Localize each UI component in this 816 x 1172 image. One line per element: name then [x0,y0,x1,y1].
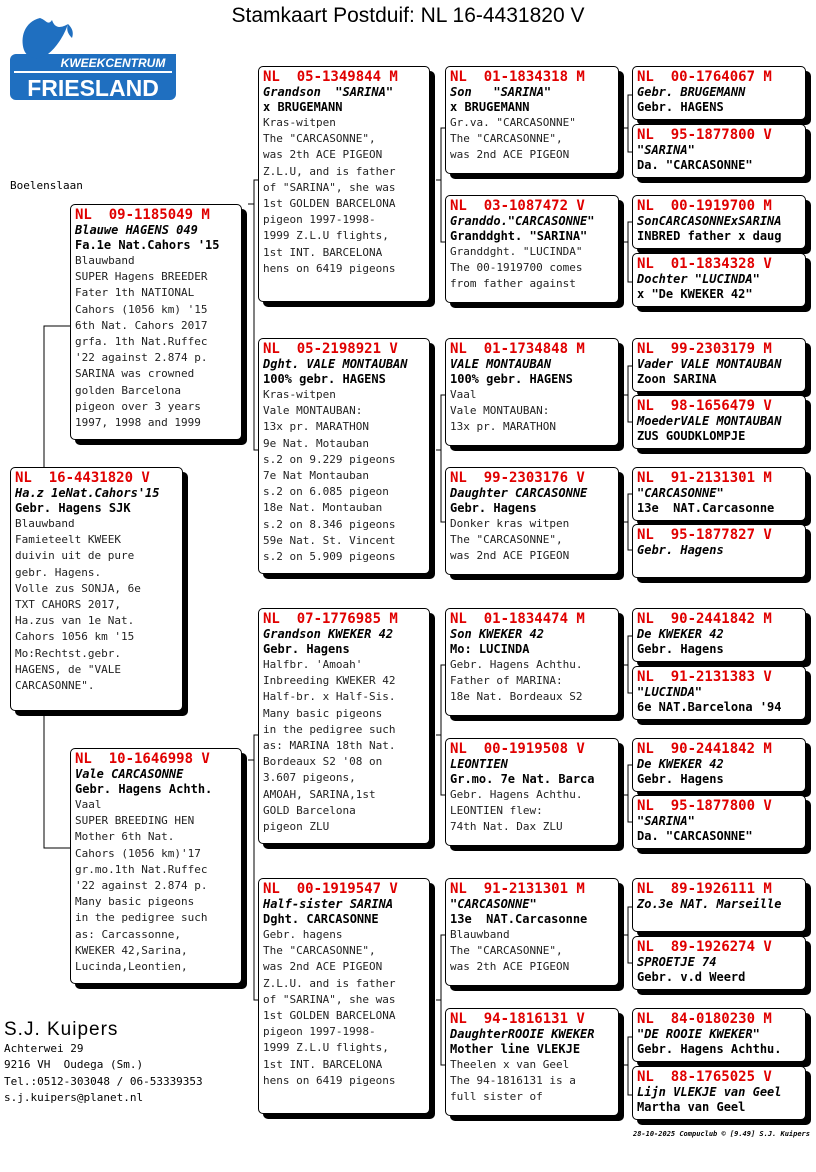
info-line: Mo:Rechtst.gebr. [15,646,121,660]
info-line: Blauwband [75,254,135,267]
info-line: '22 against 2.874 p. [75,879,208,893]
info-line: TXT CAHORS 2017, [15,598,121,612]
info-line: 6th Nat. Cahors 2017 [75,318,208,332]
info-line: 1st GOLDEN BARCELONA [263,197,396,211]
pigeon-card-gen5[interactable] [632,66,806,120]
info-line: 1st INT. BARCELONA [263,1057,383,1071]
info-line: Granddght. "LUCINDA" [450,245,583,258]
info-line: pigeon ZLU [263,820,330,834]
pigeon-name: "CARCASONNE" [450,897,537,911]
info-line: AMOAH, SARINA,1st [263,787,376,801]
info-line: 1997, 1998 and 1999 [75,416,201,430]
ring-number: NL 09-1185049 M [75,207,210,223]
info-line: Vale MONTAUBAN: [263,404,363,418]
pigeon-name: LEONTIEN [450,757,508,771]
pigeon-name: Granddo."CARCASONNE" [450,214,595,228]
pigeon-name: Grandson "SARINA" [263,85,394,99]
pigeon-owner: Gebr. Hagens [263,642,350,656]
pigeon-name: De KWEKER 42 [637,627,724,641]
info-line: The 94-1816131 is a [450,1074,576,1088]
info-line: The "CARCASONNE", [450,533,563,547]
pigeon-card-gen4[interactable] [445,66,619,174]
pigeon-owner: Gebr. Hagens [450,501,537,515]
info-line: Cahors (1056 km) '15 [75,302,208,316]
pigeon-name: Lijn VLEKJE van Geel [637,1085,782,1099]
pigeon-owner: x BRUGEMANN [263,100,343,114]
info-line: CARCASONNE". [15,679,95,693]
info-line: 59e Nat. St. Vincent [263,533,396,547]
info-line: The "CARCASONNE", [263,944,376,958]
pigeon-card-gen5[interactable] [632,195,806,249]
info-line: as: MARINA 18th Nat. [263,739,396,753]
pigeon-card-gen5[interactable] [632,738,806,792]
info-line: golden Barcelona [75,383,181,397]
pigeon-name: SPROETJE 74 [637,955,717,969]
pigeon-name: Dochter "LUCINDA" [637,272,760,286]
pigeon-card-gen4[interactable] [445,738,619,846]
info-line: Father of MARINA: [450,674,563,688]
info-line: 7e Nat Montauban [263,469,369,483]
info-line: hens on 6419 pigeons [263,1073,396,1087]
pigeon-name: "LUCINDA" [637,685,703,699]
pigeon-owner: Gebr. Hagens [637,642,724,656]
info-line: grfa. 1th Nat.Ruffec [75,335,208,349]
info-line: pigeon 1997-1998- [263,1025,376,1039]
pigeon-owner: Mother line VLEKJE [450,1042,581,1056]
pigeon-name: "CARCASONNE" [637,486,724,500]
info-line: gebr. Hagens. [15,565,102,579]
ring-number: NL 10-1646998 V [75,751,210,767]
owner-city: 9216 VH Oudega (Sm.) [4,1058,144,1072]
ring-number: NL 00-1919700 M [637,198,772,214]
pigeon-owner: Mo: LUCINDA [450,642,530,656]
info-line: The "CARCASONNE", [263,132,376,146]
pigeon-card-gen5[interactable] [632,395,806,449]
pigeon-name: Son "SARINA" [450,85,552,99]
info-line: GOLD Barcelona [263,803,356,817]
ring-number: NL 84-0180230 M [637,1011,772,1027]
info-line: Kras-witpen [263,116,336,129]
pigeon-owner: Gebr. Hagens [637,772,724,786]
pigeon-name: DaughterROOIE KWEKER [450,1027,595,1041]
info-line: Kras-witpen [263,388,336,401]
pigeon-card-gen5[interactable] [632,524,806,578]
owner-name: S.J. Kuipers [4,1019,119,1040]
pigeon-name: De KWEKER 42 [637,757,724,771]
ring-number: NL 98-1656479 V [637,398,772,414]
info-line: Cahors (1056 km)'17 [75,846,201,860]
pigeon-owner: Gebr. Hagens Achth. [75,782,213,796]
info-line: s.2 on 6.085 pigeon [263,485,389,499]
info-line: 1st INT. BARCELONA [263,245,383,259]
ring-number: NL 05-1349844 M [263,69,398,85]
pigeon-card-gen5[interactable] [632,1066,806,1120]
pigeon-card-gen5[interactable] [632,878,806,932]
info-line: 3.607 pigeons, [263,771,356,785]
info-line: gr.mo.1th Nat.Ruffec [75,862,208,876]
info-line: as: Carcassonne, [75,927,181,941]
pigeon-name: Ha.z 1eNat.Cahors'15 [15,486,160,500]
ring-number: NL 90-2441842 M [637,611,772,627]
info-line: of "SARINA", she was [263,992,396,1006]
info-line: 1999 Z.L.U flights, [263,1041,389,1055]
ring-number: NL 00-1764067 M [637,69,772,85]
pigeon-owner: Martha van Geel [637,1100,746,1114]
info-line: hens on 6419 pigeons [263,261,396,275]
info-line: Blauwband [450,928,510,941]
pigeon-name: Vader VALE MONTAUBAN [637,357,782,371]
pigeon-card-gen5[interactable] [632,467,806,521]
pigeon-owner: 13e NAT.Carcasonne [637,501,775,515]
info-line: s.2 on 5.909 pigeons [263,550,396,564]
info-line: Gebr. hagens [263,928,343,941]
pigeon-owner: x "De KWEKER 42" [637,287,753,301]
info-line: Theelen x van Geel [450,1058,570,1071]
logo-top-text: KWEEKCENTRUM [60,56,166,70]
info-line: Blauwband [15,517,75,530]
pigeon-card-gen3[interactable] [258,66,430,302]
info-line: 18e Nat. Bordeaux S2 [450,690,583,704]
info-line: s.2 on 8.346 pigeons [263,517,396,531]
pigeon-name: Gebr. Hagens [637,543,724,557]
pigeon-card-gen4[interactable] [445,338,619,446]
pigeon-name: Grandson KWEKER 42 [263,627,394,641]
info-line: Ha.zus van 1e Nat. [15,614,135,628]
pigeon-name: Zo.3e NAT. Marseille [637,897,782,911]
info-line: Z.L.U. and is father [263,976,396,990]
pigeon-owner: Gebr. Hagens SJK [15,501,131,515]
info-line: in the pedigree such [75,911,208,925]
pigeon-name: Blauwe HAGENS 049 [75,223,198,237]
pigeon-card-gen4[interactable] [445,195,619,303]
pigeon-name: "SARINA" [637,814,695,828]
ring-number: NL 99-2303179 M [637,341,772,357]
ring-number: NL 95-1877800 V [637,127,772,143]
ring-number: NL 05-2198921 V [263,341,398,357]
ring-number: NL 01-1834474 M [450,611,585,627]
info-line: was 2nd ACE PIGEON [450,148,570,162]
pigeon-name: MoederVALE MONTAUBAN [637,414,782,428]
info-line: was 2nd ACE PIGEON [263,960,383,974]
ring-number: NL 01-1834318 M [450,69,585,85]
info-line: The 00-1919700 comes [450,261,583,275]
pigeon-name: SonCARCASONNExSARINA [637,214,782,228]
owner-email: s.j.kuipers@planet.nl [4,1091,144,1105]
page-title: Stamkaart Postduif: NL 16-4431820 V [231,4,585,27]
pigeon-owner: ZUS GOUDKLOMPJE [637,429,746,443]
info-line: pigeon 1997-1998- [263,213,376,227]
info-line: s.2 on 9.229 pigeons [263,452,396,466]
info-line: 13x pr. MARATHON [450,420,556,434]
pigeon-card-gen5[interactable] [632,666,806,720]
ring-number: NL 01-1734848 M [450,341,585,357]
info-line: pigeon over 3 years [75,399,201,413]
info-line: Halfbr. 'Amoah' [263,658,363,671]
info-line: from father against [450,277,576,291]
info-line: 1999 Z.L.U flights, [263,229,389,243]
pigeon-card-gen5[interactable] [632,936,806,990]
ring-number: NL 91-2131301 M [637,470,772,486]
info-line: Vale MONTAUBAN: [450,404,550,418]
pigeon-name: Vale CARCASONNE [75,767,184,781]
info-line: Famieteelt KWEEK [15,533,121,547]
pigeon-card-father[interactable] [70,204,242,440]
pigeon-card-gen3[interactable] [258,338,430,574]
info-line: Many basic pigeons [75,895,195,909]
info-line: Half-br. x Half-Sis. [263,690,396,704]
info-line: Many basic pigeons [263,706,383,720]
pigeon-card-gen3[interactable] [258,608,430,844]
info-line: Inbreeding KWEKER 42 [263,674,396,688]
pigeon-card-gen4[interactable] [445,1008,619,1116]
pigeon-card-gen5[interactable] [632,124,806,178]
info-line: 74th Nat. Dax ZLU [450,820,563,834]
info-line: LEONTIEN flew: [450,804,543,818]
pigeon-owner: x BRUGEMANN [450,100,530,114]
pigeon-owner: Gebr. HAGENS [637,100,724,114]
info-line: KWEKER 42,Sarina, [75,943,188,957]
pigeon-owner: Zoon SARINA [637,372,717,386]
pigeon-name: "DE ROOIE KWEKER" [637,1027,760,1041]
info-line: Gr.va. "CARCASONNE" [450,116,576,129]
ring-number: NL 91-2131383 V [637,669,772,685]
info-line: SUPER BREEDING HEN [75,814,195,828]
info-line: '22 against 2.874 p. [75,351,208,365]
info-line: Cahors 1056 km '15 [15,630,135,644]
owner-contact [4,1019,203,1107]
ring-number: NL 95-1877827 V [637,527,772,543]
info-line: Gebr. Hagens Achthu. [450,788,583,801]
pigeon-card-gen4[interactable] [445,608,619,716]
info-line: Lucinda,Leontien, [75,960,188,974]
pigeon-owner: Da. "CARCASONNE" [637,158,753,172]
pigeon-name: Daughter CARCASONNE [450,486,588,500]
info-line: in the pedigree such [263,722,396,736]
ring-number: NL 07-1776985 M [263,611,398,627]
pigeon-owner: Fa.1e Nat.Cahors '15 [75,238,220,252]
info-line: HAGENS, de "VALE [15,662,121,676]
pigeon-card-gen5[interactable] [632,795,806,849]
pigeon-owner: Dght. CARCASONNE [263,912,379,926]
info-line: 1st GOLDEN BARCELONA [263,1009,396,1023]
street-label: Boelenslaan [10,179,83,192]
ring-number: NL 00-1919547 V [263,881,398,897]
pigeon-card-gen5[interactable] [632,608,806,662]
pigeon-owner: Gebr. Hagens Achthu. [637,1042,782,1056]
pigeon-name: VALE MONTAUBAN [450,357,552,371]
pigeon-name: Son KWEKER 42 [450,627,544,641]
info-line: The "CARCASONNE", [450,132,563,146]
info-line: Donker kras witpen [450,517,570,530]
pigeon-card-gen5[interactable] [632,253,806,307]
info-line: Vaal [450,388,477,401]
pigeon-card-gen5[interactable] [632,338,806,392]
pigeon-name: "SARINA" [637,143,695,157]
pigeon-card-mother[interactable] [70,748,242,984]
ring-number: NL 89-1926111 M [637,881,772,897]
info-line: was 2th ACE PIGEON [450,960,570,974]
ring-number: NL 03-1087472 V [450,198,585,214]
ring-number: NL 95-1877800 V [637,798,772,814]
info-line: full sister of [450,1090,543,1104]
pigeon-owner: 6e NAT.Barcelona '94 [637,700,782,714]
info-line: Fater 1th NATIONAL [75,286,195,300]
ring-number: NL 94-1816131 V [450,1011,585,1027]
info-line: The "CARCASONNE", [450,944,563,958]
ring-number: NL 01-1834328 V [637,256,772,272]
pigeon-card-gen3[interactable] [258,878,430,1114]
info-line: Z.L.U, and is father [263,164,396,178]
pigeon-owner: 100% gebr. HAGENS [263,372,386,386]
ring-number: NL 99-2303176 V [450,470,585,486]
info-line: SUPER Hagens BREEDER [75,270,208,284]
logo-main-text: FRIESLAND [27,75,159,101]
pigeon-name: Gebr. BRUGEMANN [637,85,746,99]
pigeon-name: Dght. VALE MONTAUBAN [263,357,408,371]
ring-number: NL 88-1765025 V [637,1069,772,1085]
ring-number: NL 90-2441842 M [637,741,772,757]
pigeon-name: Half-sister SARINA [263,897,394,911]
pigeon-owner: Gebr. v.d Weerd [637,970,746,984]
info-line: 9e Nat. Motauban [263,436,369,450]
ring-number: NL 00-1919508 V [450,741,585,757]
info-line: Mother 6th Nat. [75,830,175,844]
pigeon-card-gen4[interactable] [445,878,619,986]
ring-number: NL 91-2131301 M [450,881,585,897]
info-line: Bordeaux S2 '08 on [263,755,383,769]
info-line: was 2nd ACE PIGEON [450,549,570,563]
info-line: of "SARINA", she was [263,180,396,194]
info-line: Vaal [75,798,102,811]
ring-number: NL 16-4431820 V [15,470,150,486]
pigeon-card-gen5[interactable] [632,1008,806,1062]
info-line: 13x pr. MARATHON [263,420,369,434]
info-line: Volle zus SONJA, 6e [15,581,141,595]
pigeon-owner: Da. "CARCASONNE" [637,829,753,843]
pigeon-card-gen4[interactable] [445,467,619,575]
pigeon-owner: Granddght. "SARINA" [450,229,588,243]
pigeon-owner: Gr.mo. 7e Nat. Barca [450,772,595,786]
owner-address: Achterwei 29 [4,1042,84,1055]
info-line: Gebr. Hagens Achthu. [450,658,583,671]
ring-number: NL 89-1926274 V [637,939,772,955]
pigeon-owner: 100% gebr. HAGENS [450,372,573,386]
info-line: was 2th ACE PIGEON [263,148,383,162]
info-line: 18e Nat. Montauban [263,501,383,515]
owner-phone: Tel.:0512-303048 / 06-53339353 [4,1074,203,1088]
pigeon-owner: 13e NAT.Carcasonne [450,912,588,926]
footer-credit: 28-10-2025 Compuclub © [9.49] S.J. Kuipers [632,1130,810,1138]
info-line: duivin uit de pure [15,549,135,563]
pigeon-card-subject[interactable] [10,467,183,711]
info-line: SARINA was crowned [75,367,195,381]
pigeon-owner: INBRED father x daug [637,229,782,243]
